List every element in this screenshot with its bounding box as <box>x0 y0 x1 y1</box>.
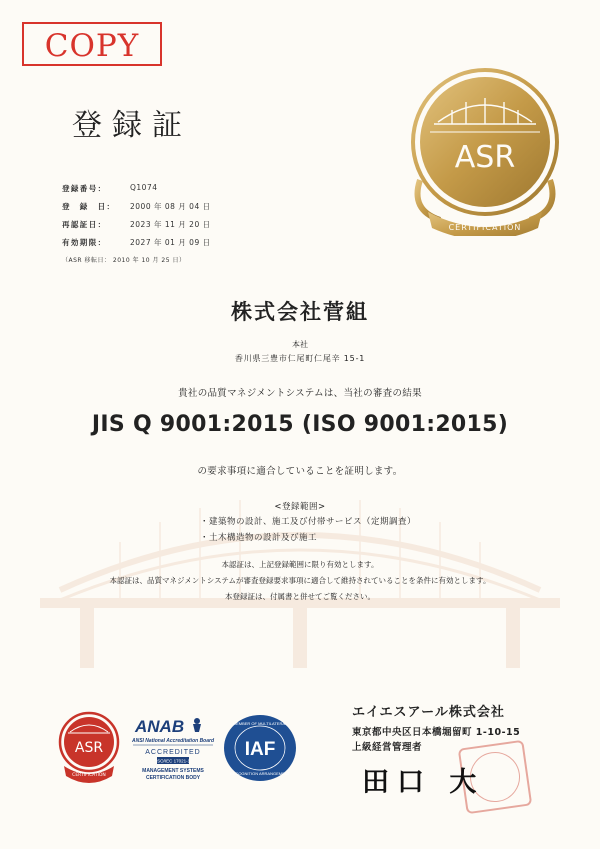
company-name: 株式会社菅組 <box>231 300 369 324</box>
conformity-text: の要求事項に適合していることを証明します。 <box>197 466 403 477</box>
signature: 田口 大 <box>362 767 485 798</box>
registration-date-label: 登 録 日： <box>62 202 116 211</box>
registration-row <box>62 201 211 219</box>
standard-name: JIS Q 9001:2015 (ISO 9001:2015) <box>91 412 509 437</box>
scope-heading: <登録範囲> <box>274 502 326 512</box>
registration-row <box>62 183 211 201</box>
anab-board: ANSI National Accreditation Board <box>131 738 215 744</box>
anab-body-line1: MANAGEMENT SYSTEMS <box>142 768 204 774</box>
transfer-note: （ASR 移転日： 2010 年 10 月 25 日） <box>62 257 186 264</box>
iaf-ring-top: MEMBER OF MULTILATERAL <box>232 721 288 726</box>
document-title: 登録証 <box>72 108 192 143</box>
anab-name: ANAB <box>135 717 185 736</box>
registration-date-value: 2000 年 08 月 04 日 <box>130 202 211 211</box>
recertification-date-value: 2023 年 11 月 20 日 <box>130 220 211 229</box>
iaf-logo <box>222 713 298 783</box>
scope-item: ・建築物の設計、施工及び付帯サービス（定期調査） <box>200 517 417 527</box>
registration-details <box>62 183 211 269</box>
annex-note: 本登録証は、付属書と併せてご覧ください。 <box>225 592 375 601</box>
asr-small-logo <box>56 708 122 786</box>
registration-number-label: 登録番号： <box>62 184 107 193</box>
registration-number-value: Q1074 <box>130 183 158 192</box>
issuer-role: 上級経営管理者 <box>352 742 423 753</box>
iaf-ring-bottom: RECOGNITION ARRANGEMENT <box>229 771 291 776</box>
expiry-date-label: 有効期限： <box>62 238 107 247</box>
anab-accreditation-logo <box>127 712 219 784</box>
asr-certification-emblem <box>400 60 570 236</box>
copy-stamp: COPY <box>22 22 162 66</box>
condition-note: 本認証は、品質マネジメントシステムが審査登録要求事項に適合して維持されていることを条件に有効とします。 <box>109 576 491 585</box>
asr-emblem-ribbon-text: CERTIFICATION <box>448 223 522 232</box>
asr-small-ribbon-text: CERTIFICATION <box>72 773 106 778</box>
intro-text: 貴社の品質マネジメントシステムは、当社の審査の結果 <box>178 388 422 399</box>
registration-row <box>62 237 211 255</box>
anab-body-line2: CERTIFICATION BODY <box>145 775 201 781</box>
asr-emblem-text: ASR <box>454 140 516 175</box>
expiry-date-value: 2027 年 01 月 09 日 <box>130 238 211 247</box>
recertification-date-label: 再認証日： <box>62 220 107 229</box>
company-office: 本社 <box>292 340 308 349</box>
asr-small-text: ASR <box>74 740 104 756</box>
anab-standard: ISO/IEC 17021-1 <box>155 758 191 764</box>
company-address: 香川県三豊市仁尾町仁尾辛 15-1 <box>234 354 366 363</box>
scope-item: ・土木構造物の設計及び施工 <box>200 533 318 543</box>
registration-row <box>62 219 211 237</box>
iaf-name: IAF <box>244 739 276 760</box>
issuer-address: 東京都中央区日本橋堀留町 1-10-15 <box>352 727 521 738</box>
anab-accredited: ACCREDITED <box>145 749 201 756</box>
scope-list <box>200 515 416 547</box>
issuer-name: エイエスアール株式会社 <box>352 705 505 720</box>
validity-note: 本認証は、上記登録範囲に限り有効とします。 <box>221 560 379 569</box>
